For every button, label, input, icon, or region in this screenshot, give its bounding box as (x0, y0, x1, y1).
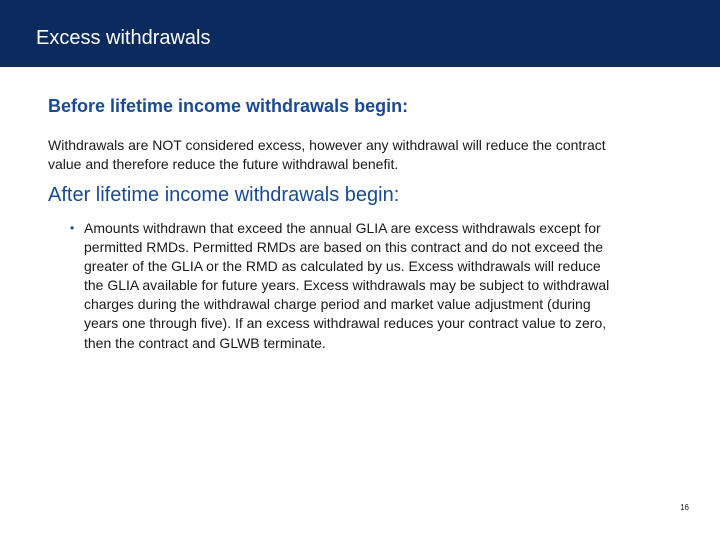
page-title: Excess withdrawals (36, 27, 211, 49)
bullet-dot-icon: • (70, 221, 75, 235)
section-heading-before: Before lifetime income withdrawals begin: (48, 96, 409, 116)
section-heading-after: After lifetime income withdrawals begin: (48, 184, 400, 206)
page-number: 16 (680, 503, 689, 512)
list-item (67, 219, 612, 353)
bullet-text: Amounts withdrawn that exceed the annual GLIA are excess withdrawals except for permitted RMDs. Permitted RMDs are based on this contract and do not exceed the greater of the GLIA or the RMD as calculated by us. Excess withdrawals will reduce the GLIA available for future years. Excess withdrawals may be subject to withdrawal charges during the withdrawal charge period and market value adjustment (during years one through five). If an excess withdrawal reduces your contract value to zero, then the contract and GLWB terminate. (84, 220, 610, 351)
section-body-before: Withdrawals are NOT considered excess, however any withdrawal will reduce the contract value and therefore reduce the future withdrawal benefit. (48, 137, 606, 172)
bullet-list-after (67, 219, 612, 353)
header-bar (0, 0, 720, 67)
